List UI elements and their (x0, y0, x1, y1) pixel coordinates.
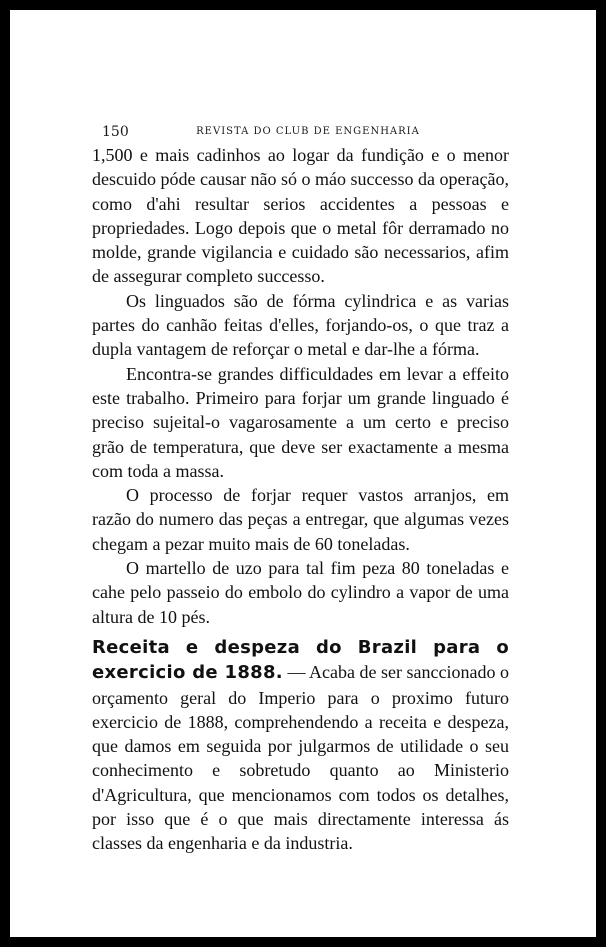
paragraph-2: Os linguados são de fórma cylindrica e as varias partes do canhão feitas d'elles, forjando-os, o que traz a dupla vantagem de reforçar o metal e dar-lhe a fórma. (92, 290, 509, 360)
paragraph-5: O martello de uzo para tal fim peza 80 toneladas e cahe pelo passeio do embolo do cylindro a vapor de uma altura de 10 pés. (92, 558, 509, 627)
running-title: REVISTA DO CLUB DE ENGENHARIA (196, 126, 420, 137)
section-title: Receita e despeza do Brazil para o exercicio de 1888. (92, 636, 509, 684)
paragraph-3: Encontra-se grandes difficuldades em levar a effeito este trabalho. Primeiro para forjar um grande linguado é preciso sujeital-o vagarosamente a um certo e preciso grão de temperatura, que deve ser exactamente a mesma com toda a massa. (92, 363, 509, 481)
page-number: 150 (102, 124, 129, 140)
paragraph-1: 1,500 e mais cadinhos ao logar da fundição e o menor descuido póde causar não só o máo successo da operação, como d'ahi resultar serios accidentes a pessoas e propriedades. Logo depois que o metal fôr derramado no molde, grande vigilancia e cuidado são necessarios, afim de assegurar completo successo. (92, 145, 509, 287)
section-body: — Acaba de ser sanccionado o orçamento geral do Imperio para o proximo futuro exercicio de 1888, comprehendendo a receita e despeza, que damos em seguida por julgarmos de utilidade o seu conhecimento e sobretudo quanto ao Ministerio d'Agricultura, que mencionamos com todos os detalhes, por isso que é o que mais directamente interessa ás classes da engenharia e da industria. (92, 662, 509, 854)
body-text (92, 143, 509, 856)
page-header (102, 124, 514, 144)
paragraph-4: O processo de forjar requer vastos arranjos, em razão do numero das peças a entregar, que algumas vezes chegam a pezar muito mais de 60 toneladas. (92, 485, 509, 554)
budget-section (92, 635, 509, 856)
